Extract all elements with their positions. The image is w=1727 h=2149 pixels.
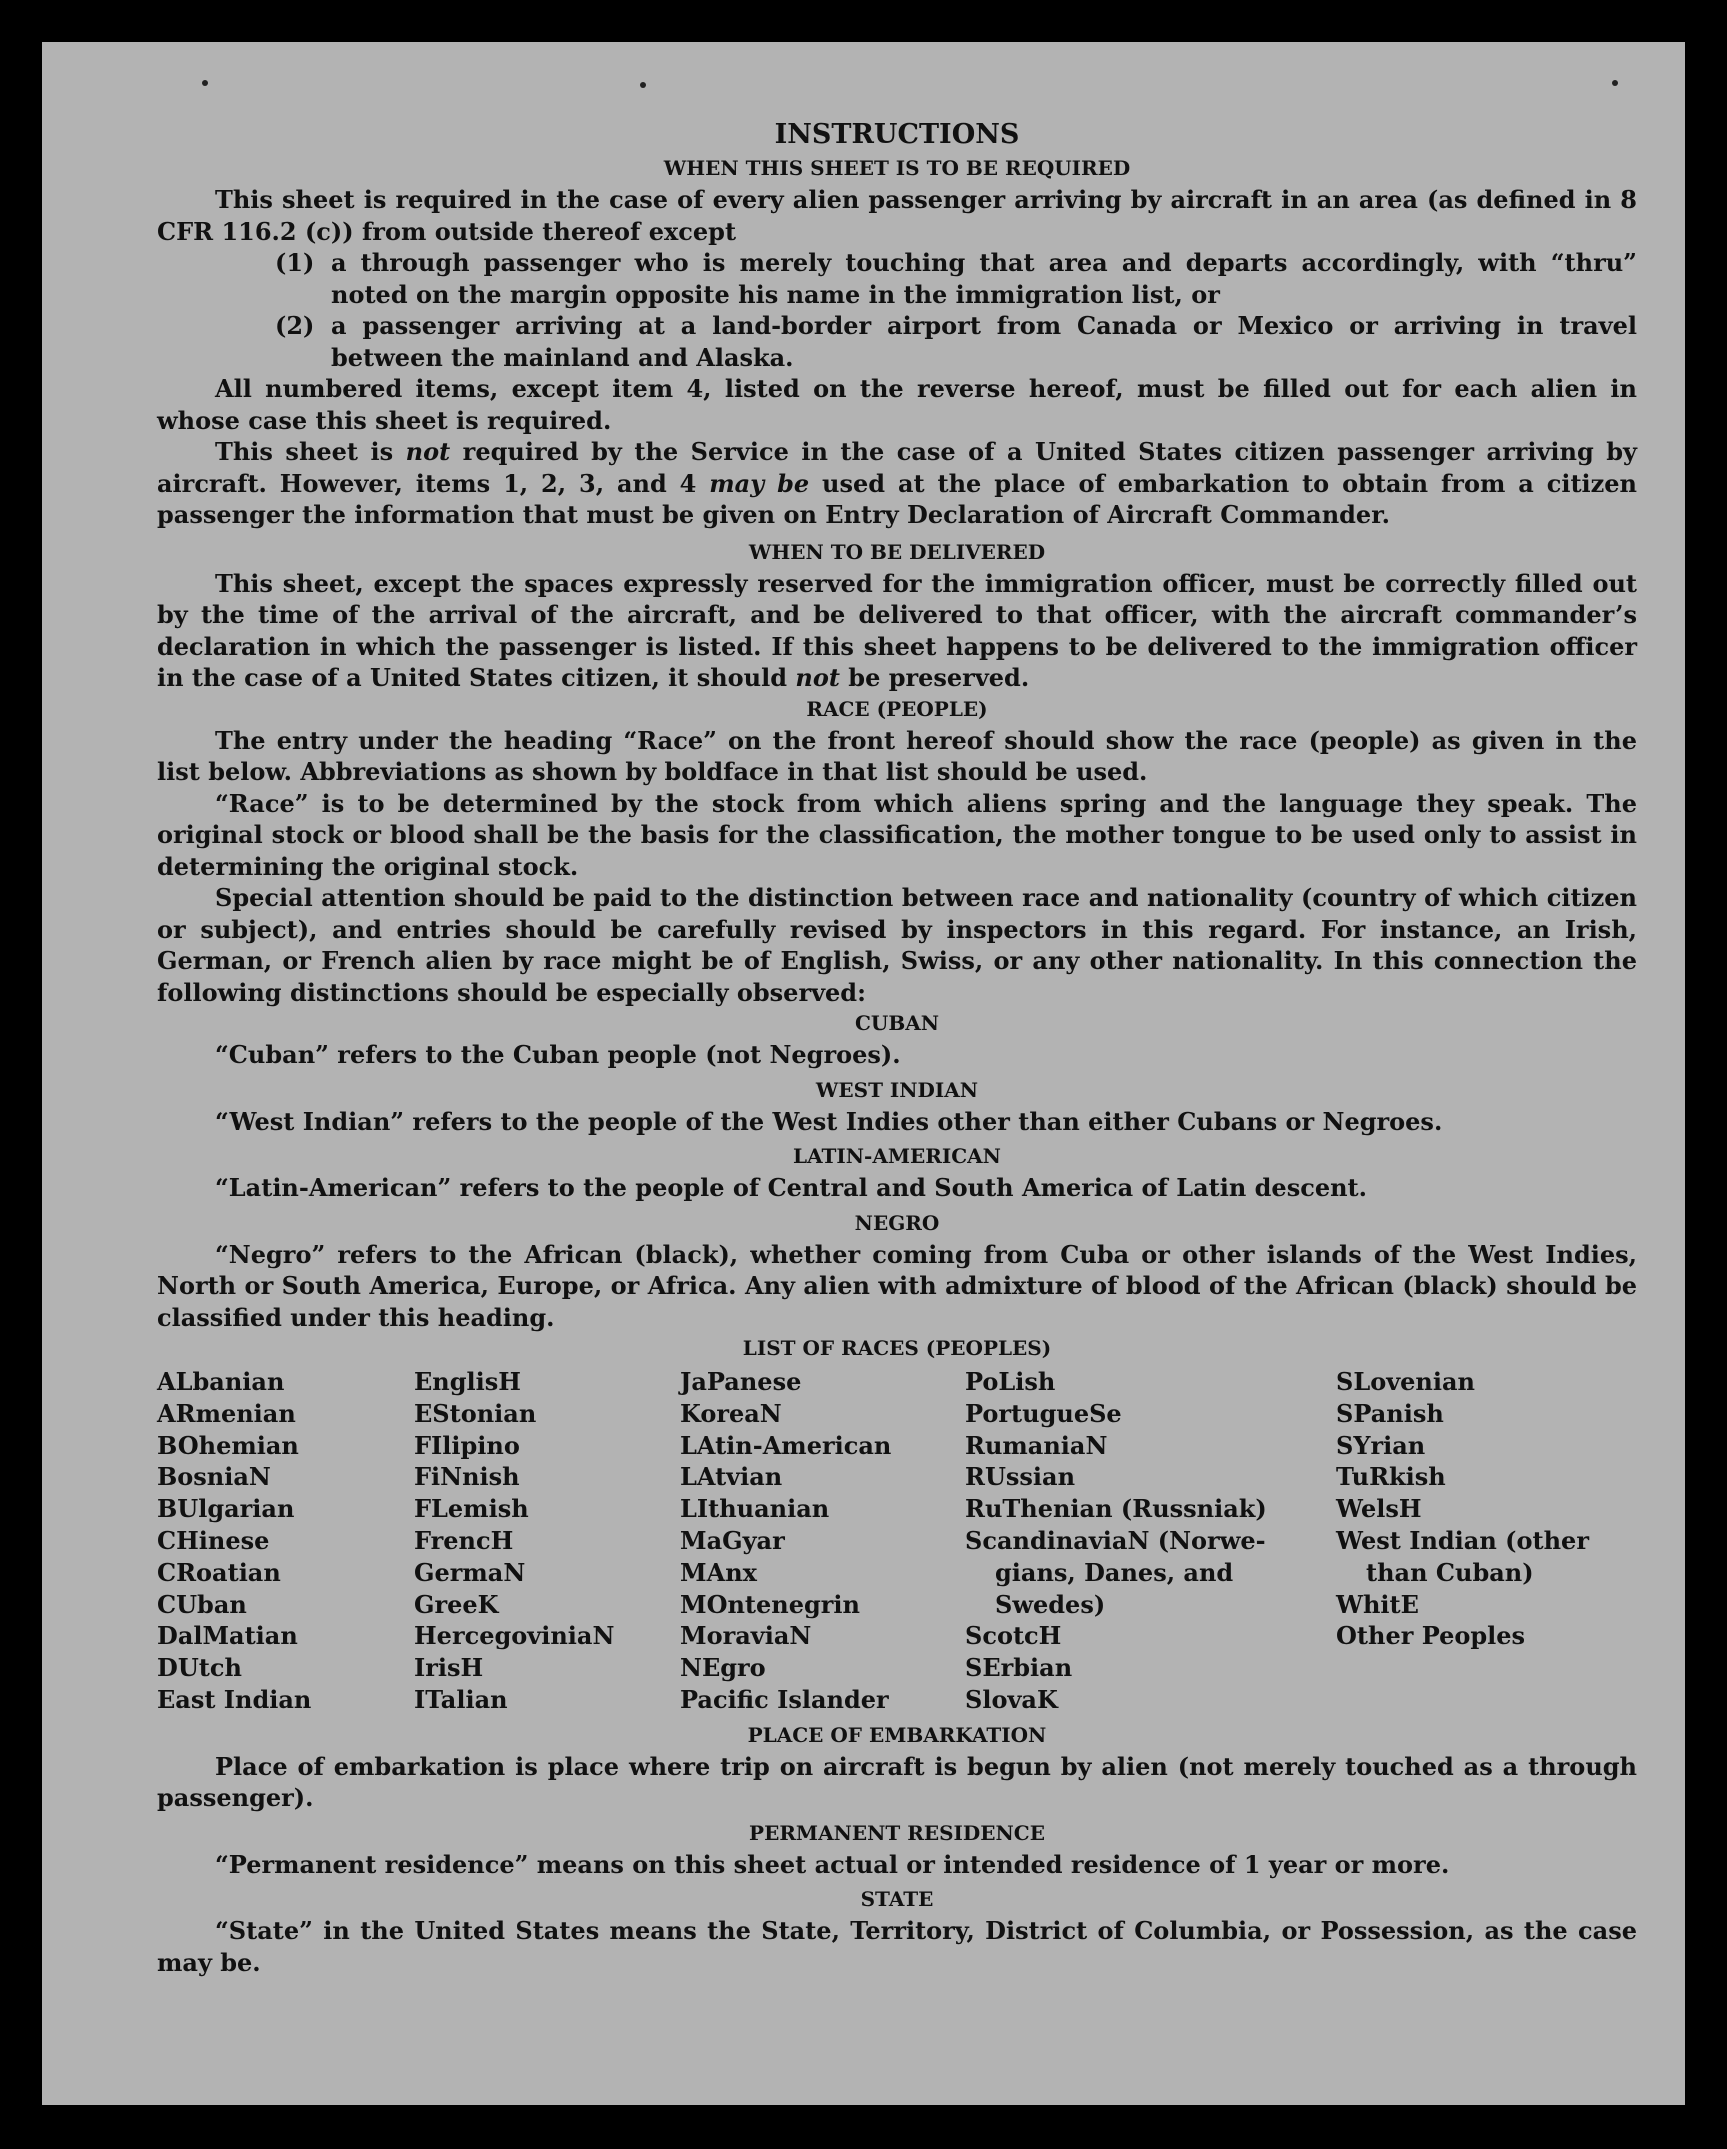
race-entry: Pacific Islander [680,1684,889,1714]
race-list [157,1366,1637,1716]
race-entry: PoLish [965,1367,1056,1396]
race-entry: EStonian [414,1398,537,1428]
race-entry: gians, Danes, and [995,1557,1234,1587]
section-heading-state: STATE [860,1887,934,1912]
document-sheet [42,42,1685,2105]
section-heading-west-indian: WEST INDIAN [815,1077,979,1102]
race-entry: TuRkish [1336,1462,1446,1492]
item-number: (2) [275,311,315,340]
race-entry: MaGyar [680,1525,785,1555]
race-entry: ARmenian [157,1398,296,1428]
race-paragraph-2: “Race” is to be determined by the stock from which aliens spring and the language they speak. The original stock or blood shall be the basis for the classification, the mother tongue to be used only to assist in determining the original stock. [157,788,1637,881]
race-entry: Other Peoples [1336,1621,1526,1651]
section-heading-embarkation: PLACE OF EMBARKATION [747,1722,1047,1747]
race-paragraph-1: The entry under the heading “Race” on the front hereof should show the race (people) as given in the list below. Abbreviations as shown by boldface in that list should be used. [157,725,1637,786]
race-entry: SLovenian [1336,1367,1475,1396]
section-heading-negro: NEGRO [854,1210,940,1235]
exception-item-2 [157,310,1637,373]
section-heading-required: WHEN THIS SHEET IS TO BE REQUIRED [663,156,1131,180]
required-paragraph-3: This sheet is not required by the Service in the case of a United States citizen passenger arriving by aircraft. However, items 1, 2, 3, and 4 may be used at the place of embarkation to obtain from a citizen passenger the information that must be given on Entry Declaration of Aircraft Commander. [157,437,1638,529]
cuban-text: “Cuban” refers to the Cuban people (not Negroes). [215,1040,901,1069]
race-entry: Swedes) [995,1589,1106,1619]
race-entry: than Cuban) [1366,1557,1534,1587]
race-entry: LAtin-American [680,1430,892,1460]
race-entry: CRoatian [157,1557,281,1587]
item-text: a through passenger who is merely touching that area and departs accordingly, with “thru” noted on the margin opposite his name in the immigration list, or [331,248,1637,309]
race-entry: DUtch [157,1653,242,1683]
race-entry: WelsH [1336,1494,1422,1524]
race-entry: SlovaK [965,1684,1058,1714]
race-entry: PortugueSe [965,1398,1122,1428]
section-heading-race: RACE (PEOPLE) [806,696,988,721]
punch-hole-mark [202,80,208,86]
race-column-2 [414,1366,680,1716]
race-entry: ITalian [414,1684,508,1714]
punch-hole-mark [640,82,646,88]
instructions-content [157,117,1637,1978]
section-heading-residence: PERMANENT RESIDENCE [749,1820,1045,1845]
section-heading-cuban: CUBAN [854,1011,940,1035]
section-heading-latin-american: LATIN-AMERICAN [793,1144,1001,1168]
race-entry: DalMatian [157,1621,298,1651]
race-entry: CUban [157,1589,247,1619]
race-entry: BosniaN [157,1462,271,1492]
embarkation-text: Place of embarkation is place where trip on aircraft is begun by alien (not merely touched as a through passenger). [157,1751,1637,1813]
race-entry: RuThenian (Russniak) [965,1494,1267,1524]
negro-text: “Negro” refers to the African (black), whether coming from Cuba or other islands of the West Indies, North or South America, Europe, or Africa. Any alien with admixture of blood of the African (black) should be classified under this heading. [157,1239,1637,1332]
race-entry: MAnx [680,1557,757,1587]
race-entry: FLemish [414,1494,529,1524]
required-paragraph-1: This sheet is required in the case of every alien passenger arriving by aircraft in an area (as defined in 8 CFR 116.2 (c)) from outside thereof except [157,185,1637,246]
race-entry: EnglisH [414,1367,521,1396]
race-entry: GermaN [414,1557,526,1587]
race-entry: SErbian [965,1653,1073,1683]
residence-text: “Permanent residence” means on this sheet actual or intended residence of 1 year or more. [215,1849,1450,1879]
race-entry: CHinese [157,1525,270,1555]
race-column-4 [965,1366,1336,1716]
race-entry: SYrian [1336,1430,1426,1460]
latin-american-text: “Latin-American” refers to the people of Central and South America of Latin descent. [215,1173,1367,1202]
race-entry: SPanish [1336,1398,1444,1428]
race-entry: FIlipino [414,1430,520,1460]
race-entry: RUssian [965,1462,1076,1492]
race-entry: ScandinaviaN (Norwe- [965,1525,1266,1555]
punch-hole-mark [1612,80,1618,86]
race-entry: HercegoviniaN [414,1621,615,1651]
race-column-5 [1336,1366,1596,1716]
race-entry: IrisH [414,1653,484,1683]
race-entry: JaPanese [680,1367,802,1396]
exception-item-1 [157,247,1637,310]
race-entry: West Indian (other [1336,1525,1589,1555]
race-entry: BOhemian [157,1430,299,1460]
race-entry: East Indian [157,1684,312,1714]
race-column-1 [157,1366,414,1716]
delivered-paragraph: This sheet, except the spaces expressly reserved for the immigration officer, must be correctly filled out by the time of the arrival of the aircraft, and be delivered to that officer, with the aircraft commander’s declaration in which the passenger is listed. If this sheet happens to be delivered to the immigration officer in the case of a United States citizen, it should not be preserved. [157,568,1637,692]
state-text: “State” in the United States means the State, Territory, District of Columbia, or Possession, as the case may be. [157,1916,1637,1977]
race-entry: FrencH [414,1525,514,1555]
item-number: (1) [275,248,315,277]
race-entry: LIthuanian [680,1494,830,1524]
page-title: INSTRUCTIONS [774,119,1020,150]
race-entry: FiNnish [414,1462,520,1492]
race-entry: LAtvian [680,1462,783,1492]
race-entry: BUlgarian [157,1494,295,1524]
required-paragraph-2: All numbered items, except item 4, listed on the reverse hereof, must be filled out for each alien in whose case this sheet is required. [157,374,1637,435]
race-entry: NEgro [680,1653,766,1683]
race-entry: ScotcH [965,1621,1062,1651]
race-entry: GreeK [414,1589,499,1619]
race-entry: MoraviaN [680,1621,812,1651]
west-indian-text: “West Indian” refers to the people of the West Indies other than either Cubans or Negroes. [215,1106,1443,1136]
item-text: a passenger arriving at a land-border airport from Canada or Mexico or arriving in travel between the mainland and Alaska. [331,311,1637,372]
section-heading-list-of-races: LIST OF RACES (PEOPLES) [742,1336,1052,1360]
race-entry: ALbanian [157,1367,285,1396]
section-heading-delivered: WHEN TO BE DELIVERED [748,539,1046,564]
race-entry: RumaniaN [965,1430,1108,1460]
race-entry: KoreaN [680,1398,782,1428]
race-paragraph-3: Special attention should be paid to the distinction between race and nationality (country of which citizen or subject), and entries should be carefully revised by inspectors in this regard. For instance, an Irish, German, or French alien by race might be of English, Swiss, or any other nationality. In this connection the following distinctions should be especially observed: [157,883,1637,1007]
race-column-3 [680,1366,965,1716]
race-entry: MOntenegrin [680,1589,860,1619]
race-entry: WhitE [1336,1589,1419,1619]
